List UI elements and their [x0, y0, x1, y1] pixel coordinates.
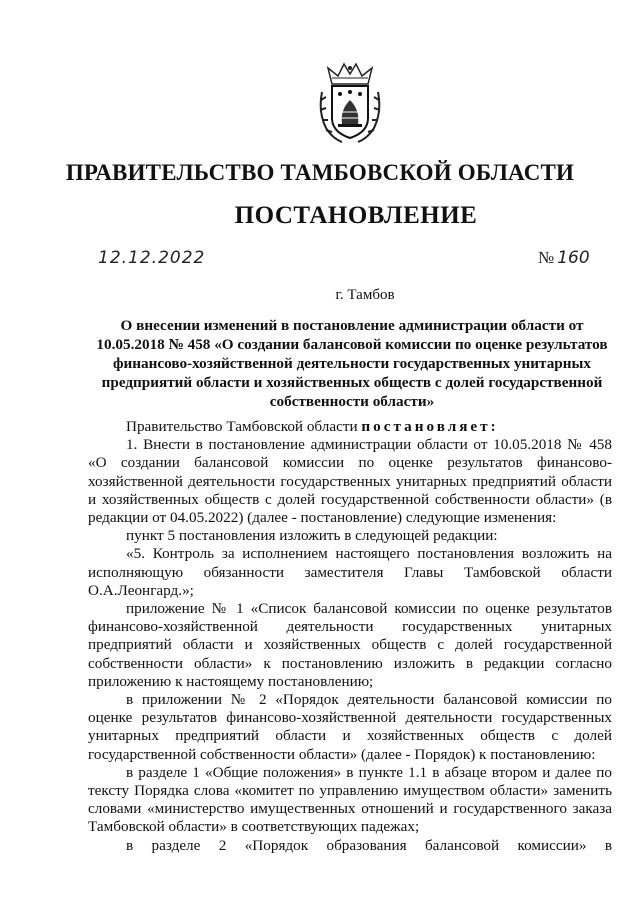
number-sign: №: [538, 248, 555, 267]
decree-word: постановляет:: [361, 418, 499, 435]
paragraph-7: в разделе 2 «Порядок образования балансовой комиссии» в: [126, 836, 612, 854]
document-type: ПОСТАНОВЛЕНИЕ: [234, 202, 478, 229]
decree-intro: Правительство Тамбовской области постановляет:: [126, 418, 499, 435]
document-body: [88, 418, 612, 855]
document-date: 12.12.2022: [98, 248, 206, 268]
paragraph-4: приложение № 1 «Список балансовой комиссии по оценке результатов финансово-хозяйственной деятельности государственных унитарных предприятий области и хозяйственных обществ с долей государственной собственности области» к постановлению изложить в редакции согласно приложению к настоящему постановлению;: [88, 600, 612, 690]
paragraph-2: пункт 5 постановления изложить в следующей редакции:: [126, 527, 498, 545]
government-title: ПРАВИТЕЛЬСТВО ТАМБОВСКОЙ ОБЛАСТИ: [65, 160, 575, 185]
document-subject: О внесении изменений в постановление администрации области от 10.05.2018 № 458 «О создании балансовой комиссии по оценке результатов финансово-хозяйственной деятельности государственных унитарных предприятий области и хозяйственных обществ с долей государственной собственности области»: [96, 317, 608, 410]
number-value: 160: [557, 248, 590, 268]
tambov-coat-of-arms-icon: [318, 62, 382, 144]
city: г. Тамбов: [335, 287, 395, 303]
paragraph-3: «5. Контроль за исполнением настоящего постановления возложить на исполняющую обязанности заместителя Главы Тамбовской области О.А.Леонгард.»;: [88, 545, 612, 599]
paragraph-5: в приложении № 2 «Порядок деятельности балансовой комиссии по оценке результатов финансово-хозяйственной деятельности государственных унитарных предприятий области и хозяйственных обществ с долей государственной собственности области» (далее - Порядок) к постановлению:: [88, 691, 612, 763]
paragraph-6: в разделе 1 «Общие положения» в пункте 1.1 в абзаце втором и далее по тексту Порядка слова «комитет по управлению имуществом области» заменить словами «министерство имущественных отношений и государственного заказа Тамбовской области» в соответствующих падежах;: [88, 763, 612, 836]
document-number: [538, 248, 590, 268]
paragraph-1: 1. Внести в постановление администрации области от 10.05.2018 № 458 «О создании балансовой комиссии по оценке результатов финансово-хозяйственной деятельности государственных унитарных предприятий области и хозяйственных обществ с долей государственной собственности области» (в редакции от 04.05.2022) (далее - постановление) следующие изменения:: [88, 436, 612, 527]
